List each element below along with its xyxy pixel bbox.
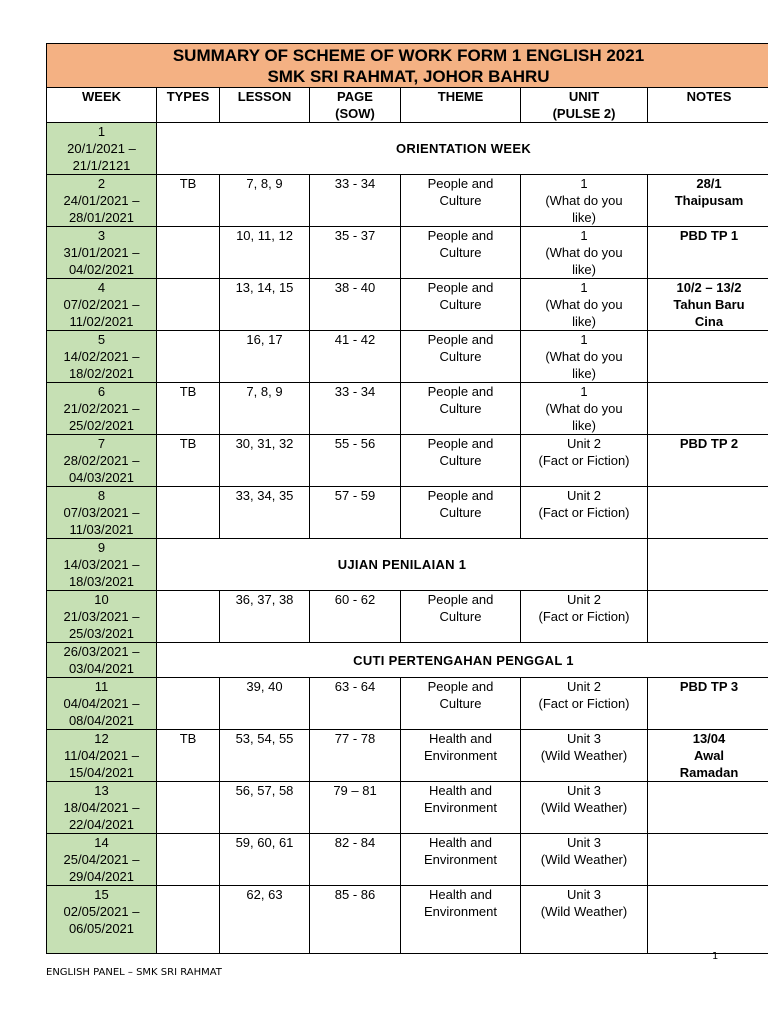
title-line-1: SUMMARY OF SCHEME OF WORK FORM 1 ENGLISH 2021: [172, 45, 645, 65]
notes-cell: [648, 591, 768, 643]
theme-line: Environment: [424, 748, 497, 763]
notes-line: PBD TP 1: [679, 228, 739, 243]
theme-line: Health and: [429, 731, 492, 746]
page-cell: 55 - 56: [310, 435, 401, 487]
week-line: 03/04/2021: [68, 661, 135, 676]
lesson-cell: 7, 8, 9: [220, 383, 310, 435]
page-cell: 60 - 62: [310, 591, 401, 643]
theme-line: Environment: [424, 852, 497, 867]
header-theme: THEME: [401, 88, 521, 123]
unit-line: 1: [580, 176, 588, 191]
types-cell: TB: [157, 730, 220, 782]
theme-cell: [401, 886, 521, 954]
table-row: [47, 643, 768, 678]
week-line: 31/01/2021 –: [63, 245, 140, 260]
lesson-cell: 39, 40: [220, 678, 310, 730]
week-line: 18/03/2021: [68, 574, 135, 589]
week-line: 13: [94, 783, 109, 798]
types-cell: [157, 782, 220, 834]
page-cell: 33 - 34: [310, 175, 401, 227]
week-line: 28/01/2021: [68, 210, 135, 225]
notes-cell: [648, 435, 768, 487]
week-cell: [47, 834, 157, 886]
theme-line: People and: [427, 176, 494, 191]
event-banner: UJIAN PENILAIAN 1: [157, 539, 648, 591]
week-line: 20/1/2021 –: [67, 141, 136, 156]
week-cell: [47, 175, 157, 227]
unit-line: Unit 2: [567, 436, 601, 451]
table-row: [47, 279, 768, 331]
week-line: 24/01/2021 –: [63, 193, 140, 208]
week-line: 8: [97, 488, 106, 503]
unit-line: (Wild Weather): [540, 852, 628, 867]
theme-line: People and: [427, 488, 494, 503]
table-row: [47, 227, 768, 279]
types-cell: [157, 834, 220, 886]
theme-line: People and: [427, 280, 494, 295]
unit-cell: [521, 175, 648, 227]
notes-line: Ramadan: [679, 765, 739, 780]
notes-line: Tahun Baru: [673, 297, 745, 312]
page-cell: 57 - 59: [310, 487, 401, 539]
week-line: 04/02/2021: [68, 262, 135, 277]
week-cell: [47, 435, 157, 487]
week-line: 18/04/2021 –: [63, 800, 140, 815]
event-banner: ORIENTATION WEEK: [157, 123, 768, 175]
week-line: 25/02/2021: [68, 418, 135, 433]
unit-cell: [521, 730, 648, 782]
theme-line: People and: [427, 592, 494, 607]
unit-cell: [521, 227, 648, 279]
week-cell: [47, 678, 157, 730]
unit-line: like): [572, 314, 596, 329]
notes-cell: [648, 227, 768, 279]
notes-line: Thaipusam: [674, 193, 744, 208]
table-row: [47, 886, 768, 954]
notes-cell: [648, 678, 768, 730]
theme-line: People and: [427, 384, 494, 399]
types-cell: TB: [157, 175, 220, 227]
table-row: [47, 331, 768, 383]
unit-cell: [521, 435, 648, 487]
lesson-cell: 30, 31, 32: [220, 435, 310, 487]
theme-cell: [401, 331, 521, 383]
page-cell: 63 - 64: [310, 678, 401, 730]
theme-line: Culture: [439, 609, 482, 624]
unit-line: (Wild Weather): [540, 800, 628, 815]
unit-line: (What do you: [545, 245, 623, 260]
notes-line: 28/1: [696, 176, 722, 191]
types-cell: [157, 591, 220, 643]
week-line: 14: [94, 835, 109, 850]
header-types: TYPES: [157, 88, 220, 123]
theme-line: Environment: [424, 904, 497, 919]
unit-line: like): [572, 262, 596, 277]
theme-line: Culture: [439, 245, 482, 260]
notes-line: Cina: [694, 314, 724, 329]
week-line: 02/05/2021 –: [63, 904, 140, 919]
types-cell: TB: [157, 435, 220, 487]
lesson-cell: 62, 63: [220, 886, 310, 954]
types-cell: [157, 487, 220, 539]
week-cell: [47, 279, 157, 331]
types-cell: [157, 331, 220, 383]
unit-line: 1: [580, 384, 588, 399]
week-line: 04/03/2021: [68, 470, 135, 485]
notes-cell: [648, 782, 768, 834]
page-cell: 77 - 78: [310, 730, 401, 782]
notes-line: PBD TP 2: [679, 436, 739, 451]
table-row: [47, 435, 768, 487]
week-line: 12: [94, 731, 109, 746]
week-cell: [47, 383, 157, 435]
unit-line: (Wild Weather): [540, 904, 628, 919]
unit-line: (Fact or Fiction): [538, 453, 630, 468]
page-cell: 79 – 81: [310, 782, 401, 834]
unit-cell: [521, 487, 648, 539]
page-cell: 82 - 84: [310, 834, 401, 886]
unit-line: like): [572, 418, 596, 433]
theme-line: Culture: [439, 349, 482, 364]
theme-cell: [401, 435, 521, 487]
week-line: 15: [94, 887, 109, 902]
types-cell: TB: [157, 383, 220, 435]
unit-line: (What do you: [545, 401, 623, 416]
lesson-cell: 36, 37, 38: [220, 591, 310, 643]
week-cell: [47, 539, 157, 591]
lesson-cell: 16, 17: [220, 331, 310, 383]
table-row: [47, 834, 768, 886]
notes-line: Awal: [693, 748, 725, 763]
unit-line: Unit 3: [567, 731, 601, 746]
week-line: 25/03/2021: [68, 626, 135, 641]
unit-cell: [521, 782, 648, 834]
header-unit: [521, 88, 648, 123]
week-cell: [47, 782, 157, 834]
week-line: 06/05/2021: [68, 921, 135, 936]
unit-line: Unit 3: [567, 835, 601, 850]
unit-cell: [521, 591, 648, 643]
unit-cell: [521, 886, 648, 954]
header-page-line: PAGE: [337, 89, 373, 104]
unit-line: Unit 2: [567, 592, 601, 607]
scheme-of-work-table: [46, 43, 768, 954]
types-cell: [157, 279, 220, 331]
theme-line: Health and: [429, 783, 492, 798]
document-title: [47, 44, 768, 88]
week-line: 22/04/2021: [68, 817, 135, 832]
theme-cell: [401, 591, 521, 643]
notes-cell: [648, 834, 768, 886]
header-unit-line: UNIT: [568, 89, 600, 104]
page-cell: 35 - 37: [310, 227, 401, 279]
table-row: [47, 175, 768, 227]
week-cell: [47, 227, 157, 279]
header-page-line: (SOW): [335, 106, 375, 121]
notes-line: 10/2 – 13/2: [676, 280, 742, 295]
week-cell: [47, 643, 157, 678]
week-line: 26/03/2021 –: [63, 644, 140, 659]
lesson-cell: 56, 57, 58: [220, 782, 310, 834]
unit-cell: [521, 834, 648, 886]
theme-cell: [401, 227, 521, 279]
theme-line: Culture: [439, 696, 482, 711]
page-cell: 85 - 86: [310, 886, 401, 954]
week-cell: [47, 591, 157, 643]
week-line: 6: [97, 384, 106, 399]
week-line: 11/02/2021: [69, 314, 134, 329]
week-line: 21/02/2021 –: [63, 401, 140, 416]
header-week: WEEK: [47, 88, 157, 123]
theme-line: Culture: [439, 505, 482, 520]
lesson-cell: 59, 60, 61: [220, 834, 310, 886]
week-cell: [47, 123, 157, 175]
title-row: [47, 44, 768, 88]
page-cell: 41 - 42: [310, 331, 401, 383]
week-line: 29/04/2021: [68, 869, 135, 884]
week-line: 04/04/2021 –: [63, 696, 140, 711]
types-cell: [157, 678, 220, 730]
week-line: 18/02/2021: [68, 366, 135, 381]
unit-line: (What do you: [545, 297, 623, 312]
theme-line: Culture: [439, 401, 482, 416]
header-lesson: LESSON: [220, 88, 310, 123]
unit-cell: [521, 383, 648, 435]
week-line: 08/04/2021: [68, 713, 135, 728]
week-cell: [47, 730, 157, 782]
theme-line: People and: [427, 332, 494, 347]
theme-cell: [401, 782, 521, 834]
table-row: [47, 730, 768, 782]
table-row: [47, 591, 768, 643]
week-line: 07/02/2021 –: [63, 297, 140, 312]
week-line: 11/04/2021 –: [64, 748, 139, 763]
week-line: 9: [97, 540, 106, 555]
notes-cell: [648, 886, 768, 954]
notes-cell: [648, 539, 768, 591]
unit-line: Unit 2: [567, 488, 601, 503]
unit-line: Unit 3: [567, 887, 601, 902]
lesson-cell: 10, 11, 12: [220, 227, 310, 279]
week-line: 28/02/2021 –: [63, 453, 140, 468]
week-line: 7: [97, 436, 106, 451]
notes-cell: [648, 730, 768, 782]
header-row: [47, 88, 768, 123]
unit-line: 1: [580, 280, 588, 295]
header-page: [310, 88, 401, 123]
types-cell: [157, 886, 220, 954]
theme-line: Health and: [429, 887, 492, 902]
notes-line: 13/04: [692, 731, 726, 746]
week-line: 25/04/2021 –: [63, 852, 140, 867]
lesson-cell: 33, 34, 35: [220, 487, 310, 539]
theme-cell: [401, 175, 521, 227]
week-cell: [47, 886, 157, 954]
theme-cell: [401, 279, 521, 331]
week-line: 11: [94, 679, 109, 694]
unit-line: 1: [580, 332, 588, 347]
unit-line: like): [572, 366, 596, 381]
week-line: 14/03/2021 –: [63, 557, 140, 572]
page-number: 1: [712, 951, 719, 962]
unit-line: (What do you: [545, 193, 623, 208]
unit-cell: [521, 678, 648, 730]
theme-line: Culture: [439, 453, 482, 468]
unit-line: (Fact or Fiction): [538, 609, 630, 624]
week-line: 11/03/2021: [69, 522, 134, 537]
unit-line: (Wild Weather): [540, 748, 628, 763]
unit-line: 1: [580, 228, 588, 243]
week-line: 4: [97, 280, 106, 295]
theme-line: Culture: [439, 193, 482, 208]
types-cell: [157, 227, 220, 279]
notes-cell: [648, 487, 768, 539]
table-row: [47, 678, 768, 730]
theme-cell: [401, 487, 521, 539]
footer-text: ENGLISH PANEL – SMK SRI RAHMAT: [46, 967, 222, 978]
table-row: [47, 123, 768, 175]
header-unit-line: (PULSE 2): [552, 106, 616, 121]
theme-line: People and: [427, 679, 494, 694]
unit-line: (Fact or Fiction): [538, 696, 630, 711]
theme-cell: [401, 834, 521, 886]
theme-cell: [401, 383, 521, 435]
table-row: [47, 539, 768, 591]
unit-line: Unit 3: [567, 783, 601, 798]
table-row: [47, 782, 768, 834]
week-line: 21/1/2121: [72, 158, 131, 173]
table-row: [47, 487, 768, 539]
title-line-2: SMK SRI RAHMAT, JOHOR BAHRU: [267, 66, 550, 86]
unit-line: (What do you: [545, 349, 623, 364]
week-line: 10: [94, 592, 109, 607]
lesson-cell: 13, 14, 15: [220, 279, 310, 331]
unit-line: like): [572, 210, 596, 225]
notes-cell: [648, 331, 768, 383]
week-line: 2: [97, 176, 106, 191]
week-line: 3: [97, 228, 106, 243]
holiday-banner: CUTI PERTENGAHAN PENGGAL 1: [157, 643, 768, 678]
theme-line: People and: [427, 228, 494, 243]
lesson-cell: 7, 8, 9: [220, 175, 310, 227]
theme-cell: [401, 730, 521, 782]
theme-line: Environment: [424, 800, 497, 815]
notes-cell: [648, 175, 768, 227]
unit-cell: [521, 279, 648, 331]
lesson-cell: 53, 54, 55: [220, 730, 310, 782]
page-cell: 33 - 34: [310, 383, 401, 435]
week-line: 21/03/2021 –: [63, 609, 140, 624]
week-line: 07/03/2021 –: [63, 505, 140, 520]
header-notes: NOTES: [648, 88, 768, 123]
unit-line: (Fact or Fiction): [538, 505, 630, 520]
week-line: 1: [97, 124, 106, 139]
unit-cell: [521, 331, 648, 383]
notes-cell: [648, 279, 768, 331]
theme-line: People and: [427, 436, 494, 451]
table-row: [47, 383, 768, 435]
week-cell: [47, 331, 157, 383]
theme-line: Health and: [429, 835, 492, 850]
page-cell: 38 - 40: [310, 279, 401, 331]
week-cell: [47, 487, 157, 539]
notes-cell: [648, 383, 768, 435]
theme-line: Culture: [439, 297, 482, 312]
week-line: 5: [97, 332, 106, 347]
unit-line: Unit 2: [567, 679, 601, 694]
week-line: 15/04/2021: [68, 765, 135, 780]
theme-cell: [401, 678, 521, 730]
notes-line: PBD TP 3: [679, 679, 739, 694]
week-line: 14/02/2021 –: [63, 349, 140, 364]
